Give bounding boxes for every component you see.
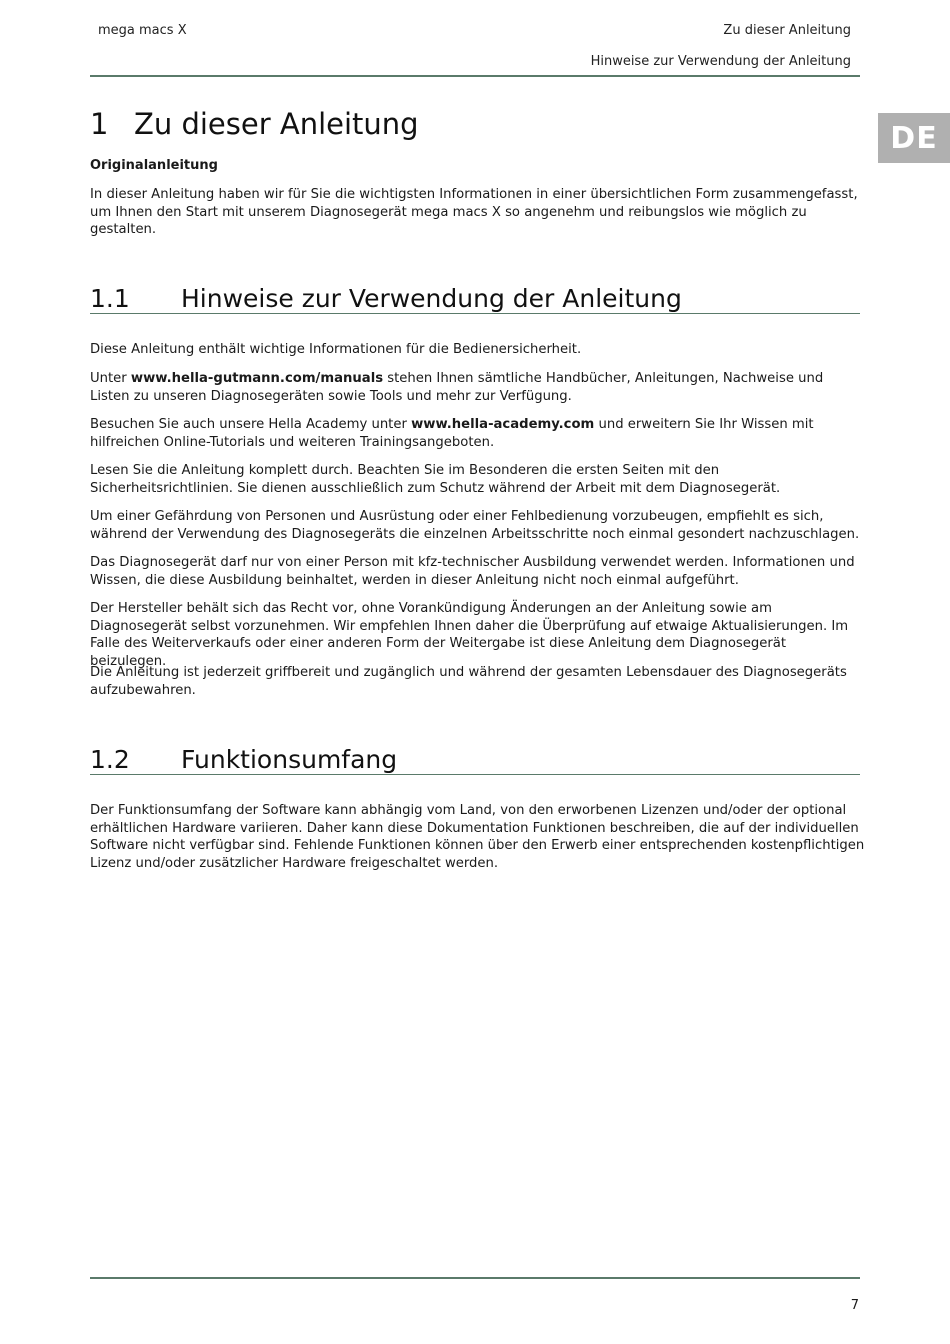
header-product: mega macs X xyxy=(98,23,187,38)
text: und erweitern Sie Ihr Wissen mit hilfreichen Online-Tutorials und weiteren Trainingsangeboten. xyxy=(90,417,814,450)
section-1-1-title: Hinweise zur Verwendung der Anleitung xyxy=(181,284,682,313)
section-1-1-paragraph: Das Diagnosegerät darf nur von einer Person mit kfz-technischer Ausbildung verwendet werden. Informationen und Wissen, die diese Ausbildung beinhaltet, werden in dieser Anleitung nicht noch einmal aufgeführt. xyxy=(90,555,855,588)
section-1-2-heading xyxy=(90,745,860,774)
section-1-1-divider xyxy=(90,313,860,314)
header-divider xyxy=(90,75,860,77)
section-1-2-title: Funktionsumfang xyxy=(181,745,398,774)
chapter-intro: In dieser Anleitung haben wir für Sie die wichtigsten Informationen in einer übersichtlichen Form zusammengefasst, um Ihnen den Start mit unserem Diagnosegerät mega macs X so angenehm und reibungslos wie möglich zu gestalten. xyxy=(90,187,858,238)
section-1-1-paragraph: Um einer Gefährdung von Personen und Ausrüstung oder einer Fehlbedienung vorzubeugen, empfiehlt es sich, während der Verwendung des Diagnosegeräts die einzelnen Arbeitsschritte noch einmal gesondert nachzuschlagen. xyxy=(90,509,860,542)
section-1-1-paragraph: Diese Anleitung enthält wichtige Informationen für die Bedienersicherheit. xyxy=(90,342,582,357)
chapter-number: 1 xyxy=(90,107,109,141)
section-1-2-divider xyxy=(90,774,860,775)
text: Unter xyxy=(90,371,131,386)
section-1-1-number: 1.1 xyxy=(90,284,130,313)
language-tab: DE xyxy=(878,113,950,163)
section-1-2-paragraph: Der Funktionsumfang der Software kann abhängig vom Land, von den erworbenen Lizenzen und/oder der optional erhältlichen Hardware variieren. Daher kann diese Dokumentation Funktionen beschreiben, die auf der individuellen Software nicht verfügbar sind. Fehlende Funktionen können über den Erwerb einer entsprechenden kostenpflichtigen Lizenz und/oder zusätzlicher Hardware freigeschaltet werden. xyxy=(90,803,865,871)
text: Besuchen Sie auch unsere Hella Academy unter xyxy=(90,417,412,432)
header-chapter: Zu dieser Anleitung xyxy=(723,23,851,38)
text: stehen Ihnen sämtliche Handbücher, Anleitungen, Nachweise und Listen zu unseren Diagnosegeräten sowie Tools und mehr zur Verfügung. xyxy=(90,371,824,404)
footer-divider xyxy=(90,1277,860,1279)
page-number: 7 xyxy=(850,1298,859,1313)
section-1-1-paragraph xyxy=(90,416,865,451)
section-1-1-paragraph: Der Hersteller behält sich das Recht vor, ohne Vorankündigung Änderungen an der Anleitung sowie am Diagnosegerät selbst vorzunehmen. Wir empfehlen Ihnen daher die Überprüfung auf etwaige Aktualisierungen. Im Falle des Weiterverkaufs oder einer anderen Form der Weitergabe ist diese Anleitung dem Diagnosegerät beizulegen. xyxy=(90,601,849,669)
original-label: Originalanleitung xyxy=(90,158,218,173)
section-1-2-number: 1.2 xyxy=(90,745,130,774)
manuals-link[interactable]: www.hella-gutmann.com/manuals xyxy=(130,371,384,386)
chapter-heading xyxy=(90,107,419,141)
academy-link[interactable]: www.hella-academy.com xyxy=(411,417,595,432)
section-1-1-paragraph: Lesen Sie die Anleitung komplett durch. Beachten Sie im Besonderen die ersten Seiten mit den Sicherheitsrichtlinien. Sie dienen ausschließlich zum Schutz während der Arbeit mit dem Diagnosegerät. xyxy=(90,463,781,496)
section-1-1-heading xyxy=(90,284,860,313)
header-section: Hinweise zur Verwendung der Anleitung xyxy=(590,54,851,69)
section-1-1-paragraph: Die Anleitung ist jederzeit griffbereit und zugänglich und während der gesamten Lebensdauer des Diagnosegeräts aufzubewahren. xyxy=(90,665,847,698)
chapter-title: Zu dieser Anleitung xyxy=(134,107,419,141)
section-1-1-paragraph xyxy=(90,370,865,405)
